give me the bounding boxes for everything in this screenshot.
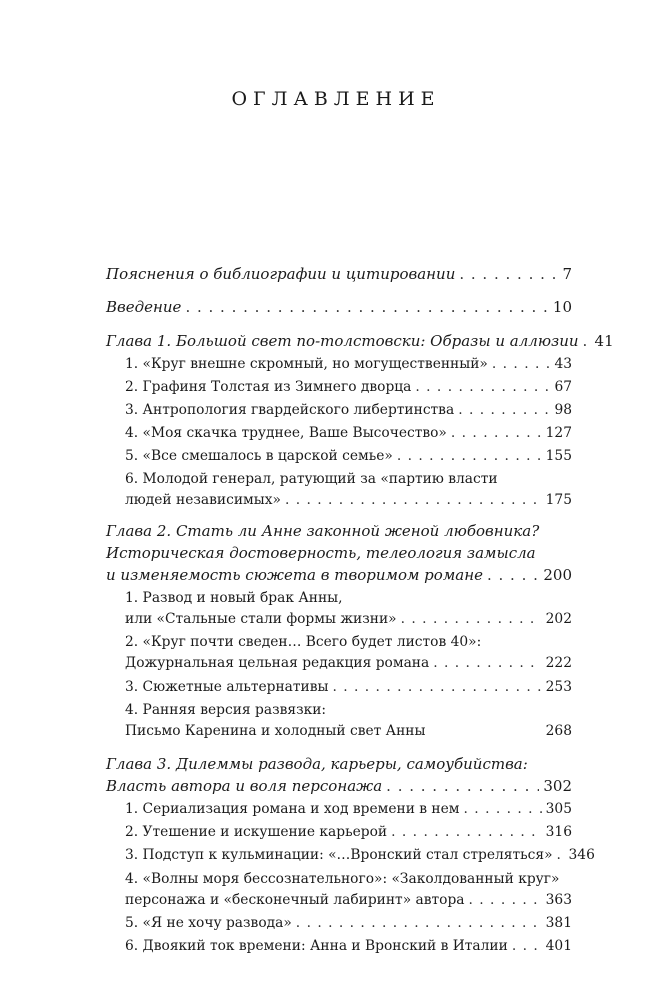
leader-dots — [458, 399, 550, 421]
toc-page-number: 98 — [554, 402, 572, 418]
leader-dots — [433, 652, 541, 674]
toc-entry-3-6[interactable] — [125, 935, 572, 957]
toc-entry-3-4-line-2[interactable] — [125, 889, 572, 911]
toc-entry-title: людей независимых» — [125, 492, 281, 508]
toc-entry-3-2[interactable] — [125, 821, 572, 843]
toc-page-number: 253 — [545, 679, 572, 695]
toc-entry-title: 5. «Я не хочу развода» — [125, 915, 292, 931]
leader-dots — [397, 445, 542, 467]
toc-entry-introduction[interactable] — [106, 296, 572, 318]
leader-dots — [583, 330, 591, 352]
toc-page-number: 381 — [545, 915, 572, 931]
toc-entry-1-6-line-1[interactable] — [125, 468, 572, 490]
toc-entry-title: 1. Сериализация романа и ход времени в нем — [125, 801, 460, 817]
toc-entry-1-4[interactable] — [125, 422, 572, 444]
leader-dots — [464, 798, 542, 820]
toc-entry-title: Историческая достоверность, телеология замысла — [106, 544, 536, 562]
leader-dots — [185, 296, 548, 318]
toc-entry-title: 4. Ранняя версия развязки: — [125, 702, 327, 718]
toc-entry-title: Введение — [106, 298, 182, 316]
toc-entry-3-5[interactable] — [125, 912, 572, 934]
toc-page-number: 302 — [543, 777, 572, 795]
leader-dots — [557, 844, 565, 866]
toc-page-number: 202 — [545, 611, 572, 627]
leader-dots — [332, 676, 541, 698]
toc-entry-2-2-line-1[interactable] — [125, 631, 572, 653]
leader-dots — [451, 422, 542, 444]
toc-page-number: 346 — [568, 847, 595, 863]
toc-page-number: 127 — [545, 425, 572, 441]
toc-entry-title: Глава 2. Стать ли Анне законной женой любовника? — [106, 522, 540, 540]
toc-entry-title: 3. Сюжетные альтернативы — [125, 679, 329, 695]
toc-entry-title: и изменяемость сюжета в творимом романе — [106, 566, 483, 584]
toc-page-number: 268 — [545, 723, 572, 739]
leader-dots — [401, 608, 542, 630]
toc-entry-title: 3. Антропология гвардейского либертинства — [125, 402, 455, 418]
toc-entry-title: Пояснения о библиографии и цитировании — [106, 265, 456, 283]
toc-entry-2-1-line-1[interactable] — [125, 587, 572, 609]
leader-dots — [386, 775, 539, 797]
toc-entry-title: 2. «Круг почти сведен… Всего будет листов 40»: — [125, 634, 482, 650]
toc-page-number: 305 — [545, 801, 572, 817]
toc-entry-2-4-line-1[interactable] — [125, 699, 572, 721]
toc-entry-title: Дожурнальная цельная редакция романа — [125, 655, 430, 671]
leader-dots — [296, 912, 542, 934]
leader-dots — [459, 263, 558, 285]
toc-entry-title: 6. Молодой генерал, ратующий за «партию власти — [125, 471, 498, 487]
toc-page-number: 41 — [594, 332, 614, 350]
toc-entry-1-1[interactable] — [125, 353, 572, 375]
leader-dots — [487, 564, 539, 586]
page-title: ОГЛАВЛЕНИЕ — [231, 88, 441, 110]
leader-dots — [391, 821, 542, 843]
toc-entry-title: 2. Графиня Толстая из Зимнего дворца — [125, 379, 412, 395]
toc-entry-2-2-line-2[interactable] — [125, 652, 572, 674]
toc-entry-3-4-line-1[interactable] — [125, 868, 572, 890]
toc-entry-chapter-1[interactable] — [106, 330, 614, 352]
toc-entry-title: 4. «Моя скачка труднее, Ваше Высочество» — [125, 425, 447, 441]
toc-page-number: 7 — [562, 265, 572, 283]
toc-entry-chapter-3-line-2[interactable] — [106, 775, 572, 797]
toc-entry-3-1[interactable] — [125, 798, 572, 820]
toc-page-number: 316 — [545, 824, 572, 840]
leader-dots — [512, 935, 542, 957]
toc-page-number: 67 — [554, 379, 572, 395]
toc-page-number: 401 — [545, 938, 572, 954]
toc-page-number: 43 — [554, 356, 572, 372]
leader-dots — [415, 376, 550, 398]
toc-page-number: 363 — [545, 892, 572, 908]
toc-page-number: 175 — [545, 492, 572, 508]
toc-entry-title: Власть автора и воля персонажа — [106, 777, 383, 795]
toc-entry-chapter-2-line-3[interactable] — [106, 564, 572, 586]
toc-entry-chapter-3-line-1[interactable] — [106, 753, 572, 775]
leader-dots — [492, 353, 551, 375]
toc-entry-title: 5. «Все смешалось в царской семье» — [125, 448, 393, 464]
toc-entry-3-3[interactable] — [125, 844, 595, 866]
toc-entry-title: персонажа и «бесконечный лабиринт» автора — [125, 892, 465, 908]
toc-entry-title: 1. «Круг внешне скромный, но могущественный» — [125, 356, 488, 372]
toc-page-number: 10 — [552, 298, 572, 316]
toc-entry-2-3[interactable] — [125, 676, 572, 698]
toc-page-number: 200 — [543, 566, 572, 584]
toc-entry-chapter-2-line-2[interactable] — [106, 542, 572, 564]
toc-entry-title: Письмо Каренина и холодный свет Анны — [125, 723, 426, 739]
toc-entry-2-1-line-2[interactable] — [125, 608, 572, 630]
toc-page-number: 155 — [545, 448, 572, 464]
toc-entry-title: Глава 1. Большой свет по-толстовски: Образы и аллюзии — [106, 332, 579, 350]
toc-entry-1-3[interactable] — [125, 399, 572, 421]
toc-entry-title: 2. Утешение и искушение карьерой — [125, 824, 388, 840]
toc-entry-2-4-line-2[interactable] — [125, 720, 572, 742]
leader-dots — [469, 889, 542, 911]
leader-dots — [285, 489, 542, 511]
toc-entry-bibliography[interactable] — [106, 263, 572, 285]
toc-entry-chapter-2-line-1[interactable] — [106, 520, 572, 542]
toc-entry-title: или «Стальные стали формы жизни» — [125, 611, 397, 627]
toc-entry-1-2[interactable] — [125, 376, 572, 398]
toc-entry-title: 3. Подступ к кульминации: «…Вронский стал стреляться» — [125, 847, 553, 863]
toc-entry-title: Глава 3. Дилеммы развода, карьеры, самоубийства: — [106, 755, 528, 773]
toc-page-number: 222 — [545, 655, 572, 671]
toc-entry-title: 4. «Волны моря бессознательного»: «Заколдованный круг» — [125, 871, 560, 887]
toc-entry-1-6-line-2[interactable] — [125, 489, 572, 511]
toc-entry-title: 6. Двоякий ток времени: Анна и Вронский в Италии — [125, 938, 508, 954]
toc-entry-title: 1. Развод и новый брак Анны, — [125, 590, 343, 606]
toc-entry-1-5[interactable] — [125, 445, 572, 467]
